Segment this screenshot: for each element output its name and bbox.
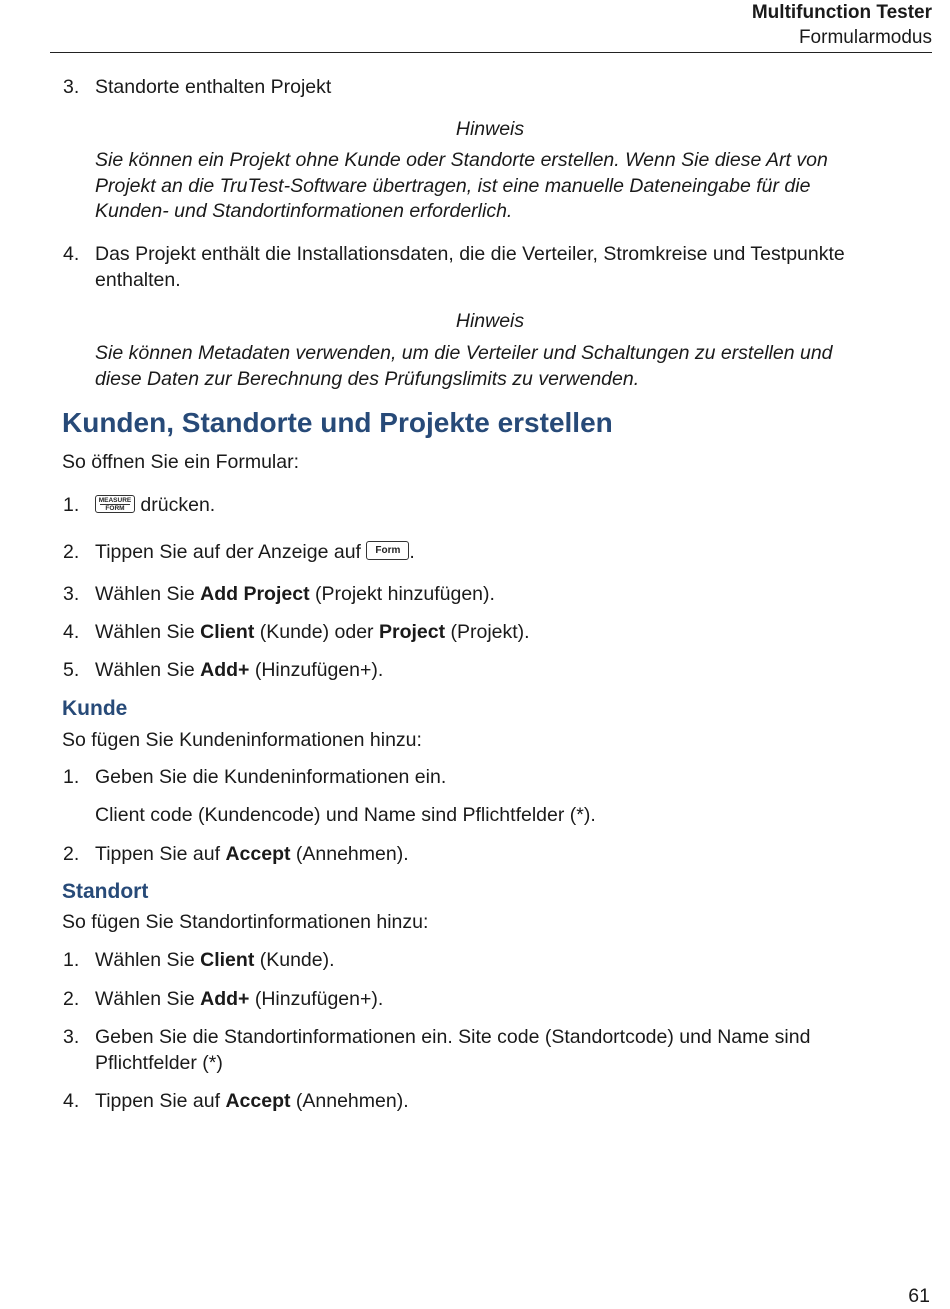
note-body (95, 148, 895, 225)
step-text: Wählen Sie (95, 583, 201, 605)
list-item-text (95, 947, 335, 973)
note-line: Sie können Metadaten verwenden, um die Verteiler und Schaltungen zu erstellen und (95, 342, 833, 364)
list-item-text (95, 241, 845, 293)
header-divider (50, 52, 932, 53)
list-item-text (95, 619, 530, 645)
section-intro: So öffnen Sie ein Formular: (62, 451, 300, 473)
list-item-line: Das Projekt enthält die Installationsdaten, die die Verteiler, Stromkreise und Testpunkte (95, 243, 845, 265)
key-label-bottom: FORM (105, 505, 125, 513)
list-item-line: Pflichtfelder (*) (95, 1052, 223, 1074)
step-text: drücken. (135, 494, 216, 516)
step-bold: Project (378, 621, 446, 643)
step-text: Tippen Sie auf der Anzeige auf (95, 541, 367, 563)
step-text: (Annehmen). (290, 1090, 409, 1112)
list-item-text (95, 492, 215, 518)
step-text: (Kunde) oder (254, 621, 379, 643)
step-text: (Hinzufügen+). (249, 988, 384, 1010)
step-text: (Hinzufügen+). (249, 659, 384, 681)
step-bold: Add Project (200, 583, 310, 605)
step-bold: Accept (225, 1090, 291, 1112)
list-number: 4. (63, 1090, 80, 1112)
note-line: Sie können ein Projekt ohne Kunde oder Standorte erstellen. Wenn Sie diese Art von (95, 149, 828, 171)
list-item-line: enthalten. (95, 269, 181, 291)
subsection-heading: Standort (62, 880, 149, 903)
list-item-text: Standorte enthalten Projekt (95, 76, 332, 98)
step-text: Wählen Sie (95, 621, 201, 643)
measure-form-key-icon (95, 495, 135, 513)
list-number: 1. (63, 494, 80, 516)
step-text: . (409, 541, 415, 563)
step-bold: Client (200, 949, 255, 971)
step-bold: Accept (225, 843, 291, 865)
list-number: 2. (63, 843, 80, 865)
step-text: Wählen Sie (95, 988, 201, 1010)
list-item-text (95, 539, 415, 565)
step-bold: Add+ (200, 988, 250, 1010)
list-number: 3. (63, 1026, 80, 1048)
list-number: 4. (63, 621, 80, 643)
step-text: (Projekt). (445, 621, 530, 643)
note-line: Projekt an die TruTest-Software übertragen, ist eine manuelle Dateneingabe für die (95, 174, 811, 197)
list-number: 1. (63, 766, 80, 788)
note-body (95, 341, 895, 392)
list-number: 3. (63, 76, 80, 98)
list-number: 5. (63, 659, 80, 681)
list-item-line: Geben Sie die Standortinformationen ein. Site code (Standortcode) und Name sind (95, 1026, 811, 1048)
list-number: 1. (63, 949, 80, 971)
subsection-heading: Kunde (62, 697, 128, 720)
step-text: (Kunde). (254, 949, 335, 971)
page-header (752, 0, 932, 50)
list-number: 3. (63, 583, 80, 605)
step-bold: Client (200, 621, 255, 643)
list-item-text (95, 986, 383, 1012)
form-softkey-icon: Form (366, 541, 409, 560)
list-item-subtext: Client code (Kundencode) und Name sind Pflichtfelder (*). (95, 804, 596, 826)
list-item-text (95, 1088, 409, 1114)
step-text: Tippen Sie auf (95, 843, 226, 865)
header-subtitle: Formularmodus (798, 27, 932, 48)
note-line: diese Daten zur Berechnung des Prüfungslimits zu verwenden. (95, 367, 640, 390)
subsection-intro: So fügen Sie Kundeninformationen hinzu: (62, 729, 422, 751)
subsection-intro: So fügen Sie Standortinformationen hinzu: (62, 911, 429, 933)
section-heading: Kunden, Standorte und Projekte erstellen (62, 407, 613, 438)
key-label-top: MEASURE (98, 496, 132, 504)
note-title: Hinweis (455, 310, 525, 332)
header-title: Multifunction Tester (751, 2, 932, 23)
list-number: 2. (63, 541, 80, 563)
step-bold: Add+ (200, 659, 250, 681)
list-item-text (95, 657, 383, 683)
step-text: Wählen Sie (95, 659, 201, 681)
step-text: (Annehmen). (290, 843, 409, 865)
note-title: Hinweis (455, 118, 525, 140)
list-item-text (95, 841, 409, 867)
step-text: Tippen Sie auf (95, 1090, 226, 1112)
list-item-text (95, 1024, 810, 1076)
list-item-text (95, 581, 495, 607)
list-item-text: Geben Sie die Kundeninformationen ein. (95, 766, 447, 788)
list-number: 4. (63, 243, 80, 265)
step-text: (Projekt hinzufügen). (309, 583, 495, 605)
page-number: 61 (908, 1285, 930, 1307)
step-text: Wählen Sie (95, 949, 201, 971)
list-number: 2. (63, 988, 80, 1010)
note-line: Kunden- und Standortinformationen erforderlich. (95, 200, 513, 222)
